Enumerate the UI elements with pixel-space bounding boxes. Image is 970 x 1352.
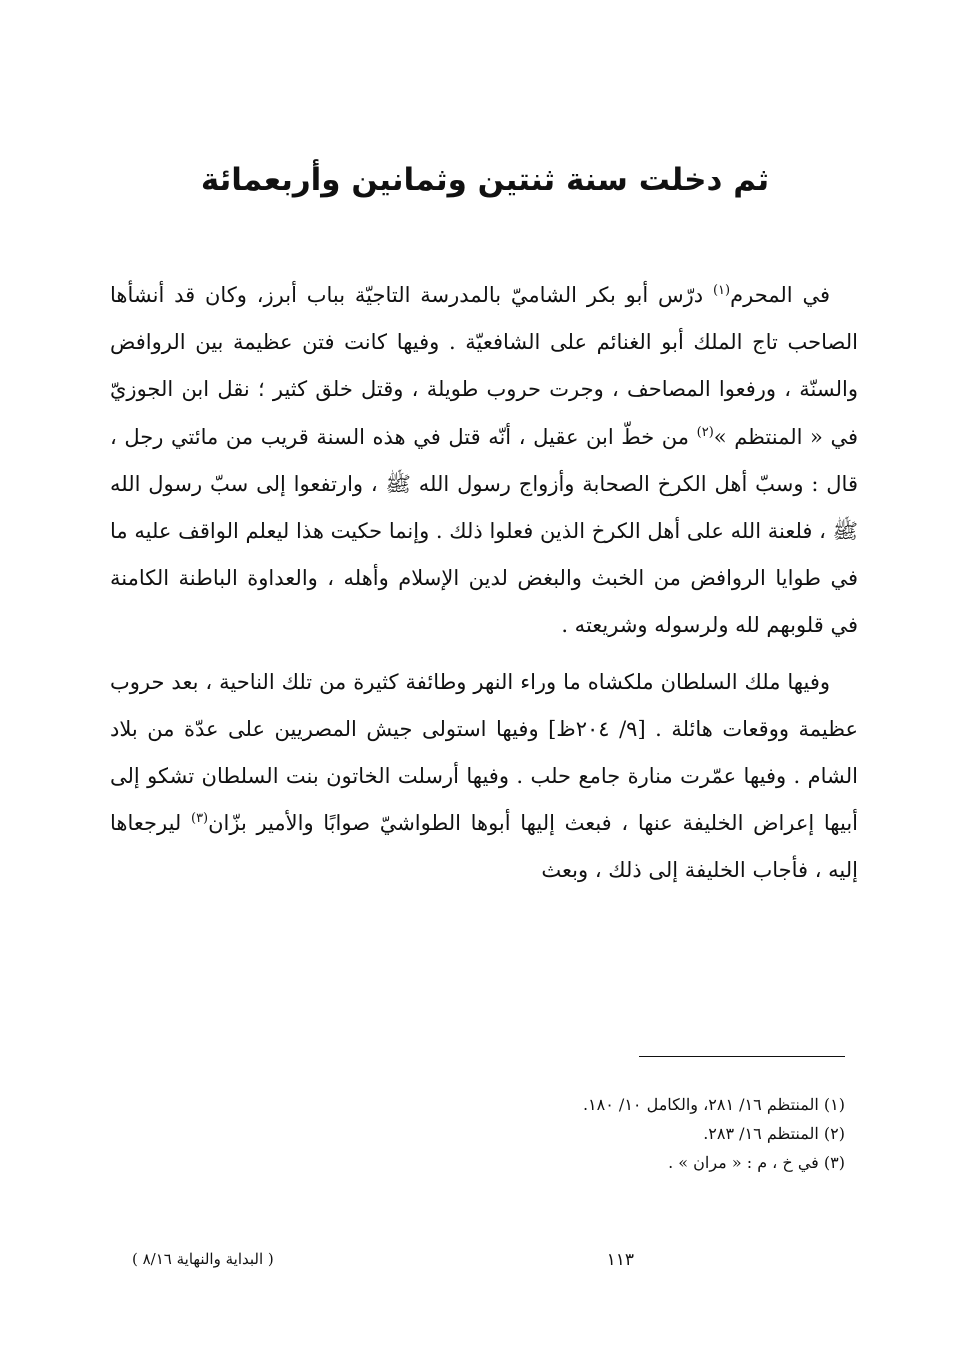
page-number: ١١٣: [606, 1250, 634, 1270]
footnote-3: (٣) في خ ، م : « مران » .: [668, 1153, 845, 1172]
footnote-divider: [639, 1056, 845, 1057]
chapter-title: ثم دخلت سنة ثنتين وثمانين وأربعمائة: [200, 162, 770, 198]
text-segment: من خطّ ابن عقيل ، أنّه قتل في هذه السنة قريب من مائتي رجل ، قال : وسبّ أهل الكرخ الصحابة وأزواج رسول الله ﷺ ، وارتفعوا إلى سبّ رسول الله ﷺ ، فلعنة الله على أهل الكرخ الذين فعلوا ذلك . وإنما حكيت هذا ليعلم الواقف عليه ما في طوايا الروافض من الخبث والبغض لدين الإسلام وأهله ، والعداوة الباطنة الكامنة في قلوبهم لله ولرسوله وشريعته .: [110, 424, 858, 638]
book-reference: ( البداية والنهاية ٨/١٦ ): [132, 1250, 274, 1268]
main-text: [110, 272, 858, 895]
footnote-1: (١) المنتظم ١٦/ ٢٨١، والكامل ١٠/ ١٨٠.: [582, 1095, 845, 1114]
text-segment: درّس أبو بكر الشاميّ بالمدرسة التاجيّة بباب أبرز، وكان قد أنشأها الصاحب تاج الملك أبو الغنائم على الشافعيّة . وفيها كانت فتن عظيمة بين الروافض والسنّة ، ورفعوا المصاحف ، وجرت حروب طويلة ، وقتل خلق كثير ؛ نقل ابن الجوزيّ في « المنتظم »: [110, 283, 859, 449]
footnotes: [245, 1090, 845, 1177]
text-segment: وفيها ملك السلطان ملكشاه ما وراء النهر وطائفة كثيرة من تلك الناحية ، بعد حروب عظيمة ووقعات هائلة . [٩/ ٢٠٤ظ] وفيها استولى جيش المصريين على عدّة من بلاد الشام . وفيها عمّرت منارة جامع حلب . وفيها أرسلت الخاتون بنت السلطان تشكو إلى أبيها إعراض الخليفة عنها ، فبعث إليها أبوها الطواشيّ صوابًا والأمير بزّان: [110, 669, 859, 836]
page-footer: [120, 1250, 860, 1280]
paragraph-1: [110, 272, 858, 650]
paragraph-2: [110, 659, 858, 895]
footnote-2: (٢) المنتظم ١٦/ ٢٨٣.: [703, 1124, 845, 1143]
text-segment: في المحرم: [730, 283, 830, 307]
footnote-ref-1[interactable]: (١): [712, 283, 731, 298]
text-segment: ليرجعاها إليه ، فأجاب الخليفة إلى ذلك ، وبعث: [110, 811, 858, 883]
footnote-ref-2[interactable]: (٢): [696, 424, 714, 440]
footnote-ref-3[interactable]: (٣): [190, 811, 209, 827]
